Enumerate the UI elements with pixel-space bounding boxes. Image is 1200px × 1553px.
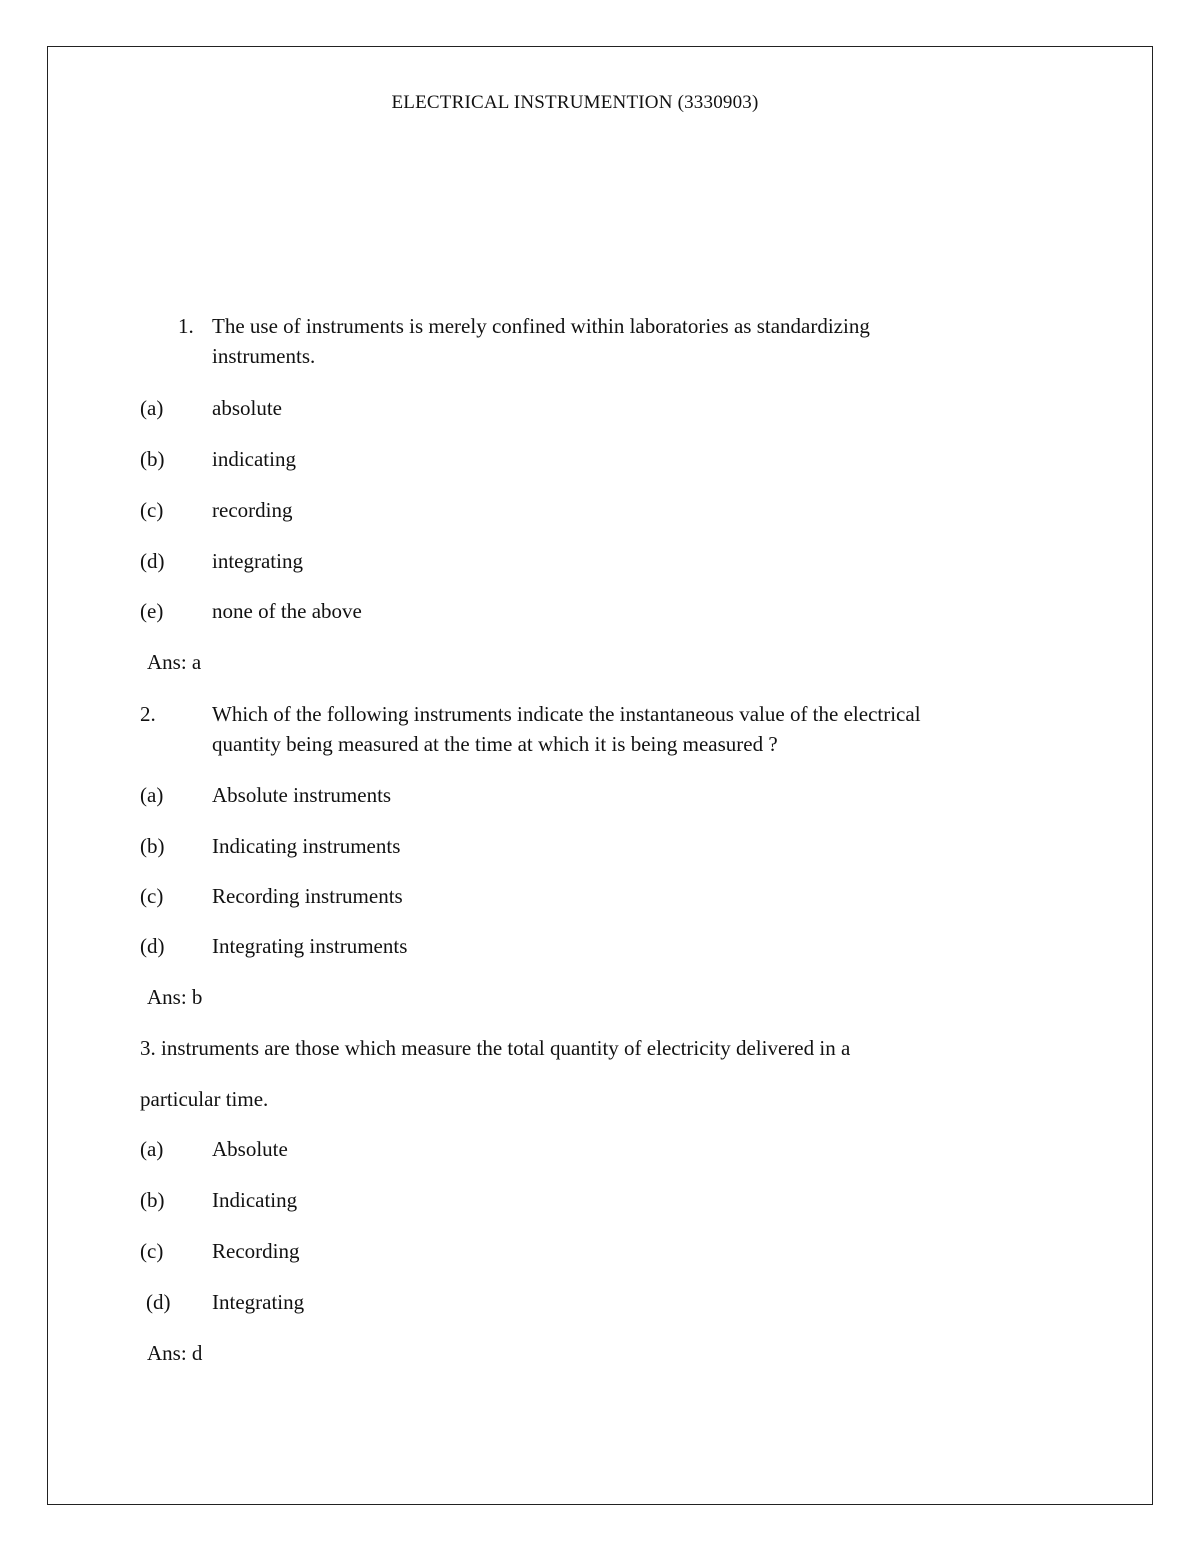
question-3-option-d-label: (d)	[146, 1290, 171, 1314]
question-1-option-a-label: (a)	[140, 396, 164, 420]
question-3-answer: Ans: d	[147, 1341, 203, 1365]
question-3-text-line2: particular time.	[140, 1087, 269, 1111]
question-2-option-b-label: (b)	[140, 834, 165, 858]
question-2-option-c-text: Recording instruments	[212, 884, 403, 908]
question-2-option-c-label: (c)	[140, 884, 164, 908]
question-1-number: 1.	[178, 314, 194, 338]
question-3-option-b-text: Indicating	[212, 1188, 298, 1212]
question-1-option-d-text: integrating	[212, 549, 303, 573]
question-1-option-e-label: (e)	[140, 599, 164, 623]
question-2-number: 2.	[140, 702, 156, 726]
question-2-option-a-label: (a)	[140, 783, 164, 807]
question-2-answer: Ans: b	[147, 985, 203, 1009]
question-1-option-b-text: indicating	[212, 447, 296, 471]
question-1-option-a-text: absolute	[212, 396, 282, 420]
question-3-option-c-text: Recording	[212, 1239, 300, 1263]
question-3-option-a-text: Absolute	[212, 1137, 288, 1161]
question-1-option-b-label: (b)	[140, 447, 165, 471]
question-3-option-c-label: (c)	[140, 1239, 164, 1263]
question-2-option-a-text: Absolute instruments	[212, 783, 392, 807]
question-3-text-line1: 3. instruments are those which measure the total quantity of electricity delivered in a	[140, 1036, 851, 1060]
question-2-option-d-text: Integrating instruments	[212, 934, 408, 958]
question-1-answer: Ans: a	[147, 650, 202, 674]
document-title: ELECTRICAL INSTRUMENTION (3330903)	[391, 92, 759, 113]
question-2-option-d-label: (d)	[140, 934, 165, 958]
question-1-text-line1: The use of instruments is merely confined within laboratories as standardizing	[212, 314, 870, 338]
question-2-option-b-text: Indicating instruments	[212, 834, 401, 858]
question-1-option-d-label: (d)	[140, 549, 165, 573]
question-2-text-line1: Which of the following instruments indicate the instantaneous value of the electrical	[212, 702, 921, 726]
question-3-option-b-label: (b)	[140, 1188, 165, 1212]
question-3-option-a-label: (a)	[140, 1137, 164, 1161]
question-2-text-line2: quantity being measured at the time at which it is being measured ?	[212, 732, 778, 756]
question-1-option-c-label: (c)	[140, 498, 164, 522]
question-1-option-c-text: recording	[212, 498, 293, 522]
question-1-option-e-text: none of the above	[212, 599, 362, 623]
question-1-text-line2: instruments.	[212, 344, 316, 368]
question-3-option-d-text: Integrating	[212, 1290, 305, 1314]
